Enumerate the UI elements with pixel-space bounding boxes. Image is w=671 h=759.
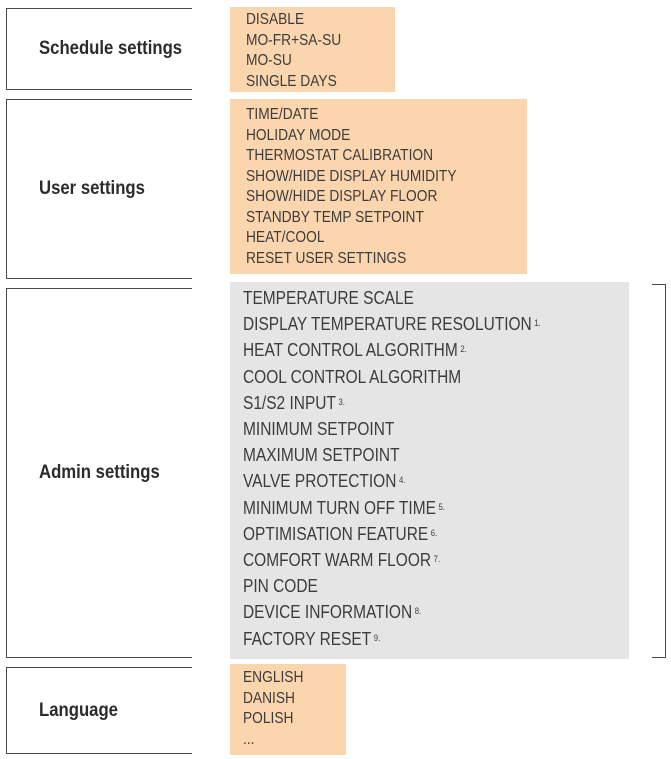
list-item: HEAT CONTROL ALGORITHM $^{2.}$ — [243, 340, 467, 361]
list-item: DISPLAY TEMPERATURE RESOLUTION $^{1.}$ — [243, 314, 541, 335]
list-item: MAXIMUM SETPOINT — [243, 445, 400, 466]
schedule-options-panel — [230, 7, 395, 92]
list-item: SINGLE DAYS — [246, 72, 337, 90]
user-options-panel — [230, 99, 527, 274]
list-item: DISABLE — [246, 11, 305, 28]
section-title: Admin settings — [39, 462, 160, 483]
list-item: MO-FR+SA-SU — [246, 31, 342, 49]
list-item: SHOW/HIDE DISPLAY HUMIDITY — [246, 167, 457, 185]
language-options-panel — [230, 664, 346, 755]
list-item: DANISH — [243, 689, 295, 707]
section-title: Schedule settings — [39, 38, 183, 59]
list-item: POLISH — [243, 710, 294, 727]
list-item: TIME/DATE — [246, 106, 319, 123]
list-item: HEAT/COOL — [246, 229, 325, 246]
list-item: THERMOSTAT CALIBRATION — [246, 147, 434, 164]
user-settings-header — [6, 99, 192, 279]
admin-options-panel — [230, 282, 629, 659]
list-item: ENGLISH — [243, 669, 304, 686]
list-item: DEVICE INFORMATION $^{8.}$ — [243, 602, 422, 623]
list-item: ... — [243, 730, 255, 748]
list-item: MINIMUM TURN OFF TIME $^{5.}$ — [243, 497, 445, 518]
section-title: User settings — [39, 178, 145, 199]
list-item: COOL CONTROL ALGORITHM — [243, 366, 462, 387]
language-header — [6, 667, 192, 754]
list-item: COMFORT WARM FLOOR $^{7.}$ — [243, 550, 441, 571]
list-item: VALVE PROTECTION $^{4.}$ — [243, 471, 406, 492]
admin-settings-header — [6, 288, 192, 658]
list-item: RESET USER SETTINGS — [246, 249, 407, 267]
list-item: SHOW/HIDE DISPLAY FLOOR — [246, 188, 438, 205]
list-item: HOLIDAY MODE — [246, 126, 351, 144]
list-item: FACTORY RESET $^{9.}$ — [243, 628, 381, 649]
list-item: OPTIMISATION FEATURE $^{6.}$ — [243, 523, 438, 544]
admin-bracket — [652, 284, 666, 658]
list-item: MINIMUM SETPOINT — [243, 419, 395, 440]
list-item: S1/S2 INPUT $^{3.}$ — [243, 392, 345, 413]
schedule-settings-header — [6, 8, 192, 90]
list-item: TEMPERATURE SCALE — [243, 288, 414, 308]
list-item: MO-SU — [246, 52, 292, 69]
list-item: PIN CODE — [243, 576, 318, 597]
section-title: Language — [39, 699, 118, 721]
list-item: STANDBY TEMP SETPOINT — [246, 208, 424, 226]
